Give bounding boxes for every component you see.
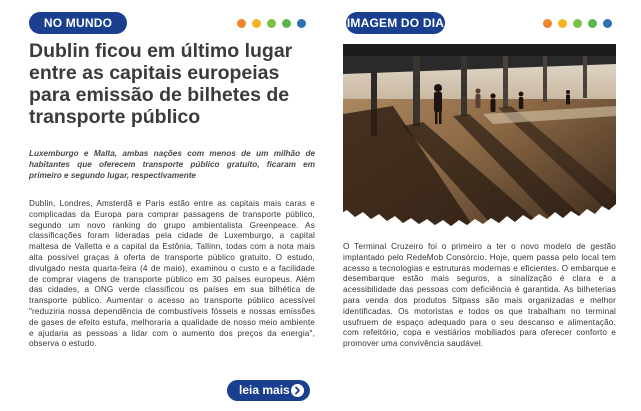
color-dots-right bbox=[543, 19, 612, 29]
dot-2 bbox=[558, 19, 567, 28]
read-more-button[interactable] bbox=[227, 380, 310, 401]
dot-2 bbox=[252, 19, 261, 28]
chevron-right-icon bbox=[291, 384, 304, 397]
dot-1 bbox=[237, 19, 246, 28]
article-headline: Dublin ficou em último lugar entre as capitais europeias para emissão de bilhetes de transporte público bbox=[29, 40, 293, 128]
dot-4 bbox=[588, 19, 597, 28]
dot-3 bbox=[267, 19, 276, 28]
article-body: Dublin, Londres, Amsterdã e Paris estão entre as capitais mais caras e complicadas da Europa para comprar passagens de transporte público, segundo um novo ranking do grupo ambientalista Greenpeace. As classificações foram lideradas pela cidade de Luxemburgo, a capital maltesa de Valletta e a capital da Estônia, Tallinn, todas com a nota mais alta possível graças à oferta de transporte público gratuito. O estudo, divulgado nesta quarta-feira (4 de maio), examinou o custo e a facilidade de comprar viagens de transporte público em 30 países europeus. Além das cidades, a ONG verde classificou os países em sua bilhética de transporte público. Aumentar o acesso ao transporte público acessível "reduziria nossa dependência de combustíveis fósseis e nossas emissões de gases de efeito estufa, melhoraria a qualidade de nosso meio ambiente e ajudaria as pessoas a lidar com o aumento dos preços da energia", observa o estudo. bbox=[29, 199, 315, 349]
dot-4 bbox=[282, 19, 291, 28]
article-subtitle: Luxemburgo e Malta, ambas nações com menos de um milhão de habitantes que oferecem transporte público gratuito, ficaram em primeiro e segundo lugar, respectivamente bbox=[29, 149, 315, 180]
terminal-photo bbox=[343, 44, 616, 226]
dot-5 bbox=[603, 19, 612, 28]
read-more-label: leia mais bbox=[239, 383, 290, 397]
image-caption: O Terminal Cruzeiro foi o primeiro a ter o novo modelo de gestão implantado pelo RedeMob Consórcio. Hoje, quem passa pelo local tem acesso a tecnologias e estruturas modernas e eficientes. O embarque e desembarque estão mais seguros, a sinalização é clara e a acessibilidade das pessoas com deficiência é garantida. As bilheterias para venda dos produtos Sitpass são mais organizadas e melhor identificadas. Os motoristas e todos os que trabalham no terminal usufruem de espaço adequado para o seu descanso e alimentação, com refeitório, copa e vestiários mobiliados para oferecer conforto e promover uma convivência saudável. bbox=[343, 242, 616, 349]
dot-1 bbox=[543, 19, 552, 28]
section-tag-imagem-do-dia: IMAGEM DO DIA bbox=[346, 12, 445, 34]
color-dots-left bbox=[237, 19, 306, 29]
dot-5 bbox=[297, 19, 306, 28]
section-tag-no-mundo: NO MUNDO bbox=[29, 12, 127, 34]
dot-3 bbox=[573, 19, 582, 28]
